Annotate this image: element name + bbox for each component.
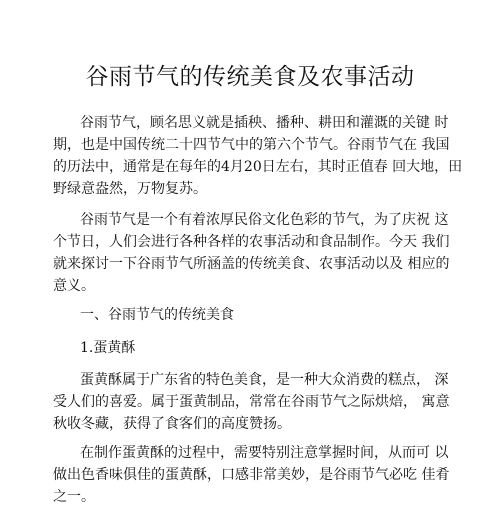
paragraph-4-line-1: 在制作蛋黄酥的过程中，需要特别注意掌握时间，从而可 以	[80, 445, 449, 461]
paragraph-2-line-1: 谷雨节气是一个有着浓厚民俗文化色彩的节气，为了庆祝 这	[80, 212, 449, 228]
section-heading: 一、谷雨节气的传统美食	[80, 307, 234, 323]
paragraph-1-line-2: 期，也是中国传统二十四节气中的第六个节气。谷雨节气在 我国	[53, 137, 450, 153]
subheading-item-1: 1.蛋黄酥	[80, 340, 136, 356]
paragraph-3-line-2: 受人们的喜爱。属于蛋黄制品，常常在谷雨节气之际烘焙， 寓意	[53, 394, 450, 410]
paragraph-2-line-2: 个节日，人们会进行各种各样的农事活动和食品制作。今天 我们	[53, 234, 450, 250]
document-title: 谷雨节气的传统美食及农事活动	[85, 64, 415, 90]
paragraph-3-line-3: 秋收冬藏，获得了食客们的高度赞扬。	[53, 416, 291, 432]
paragraph-1-line-3: 的历法中，通常是在每年的4月20日左右，其时正值春 回大地，田	[53, 159, 463, 175]
paragraph-4-line-3: 之一。	[53, 489, 95, 505]
paragraph-1-line-4: 野绿意盎然，万物复苏。	[53, 181, 207, 197]
paragraph-4-line-2: 做出色香味俱佳的蛋黄酥，口感非常美妙，是谷雨节气必吃 佳肴	[53, 467, 450, 483]
paragraph-2-line-3: 就来探讨一下谷雨节气所涵盖的传统美食、农事活动以及 相应的	[53, 256, 450, 272]
paragraph-3-line-1: 蛋黄酥属于广东省的特色美食，是一种大众消费的糕点， 深	[80, 372, 449, 388]
paragraph-2-line-4: 意义。	[53, 278, 95, 294]
paragraph-1-line-1: 谷雨节气，顾名思义就是插秧、播种、耕田和灌溉的关键 时	[80, 115, 449, 131]
